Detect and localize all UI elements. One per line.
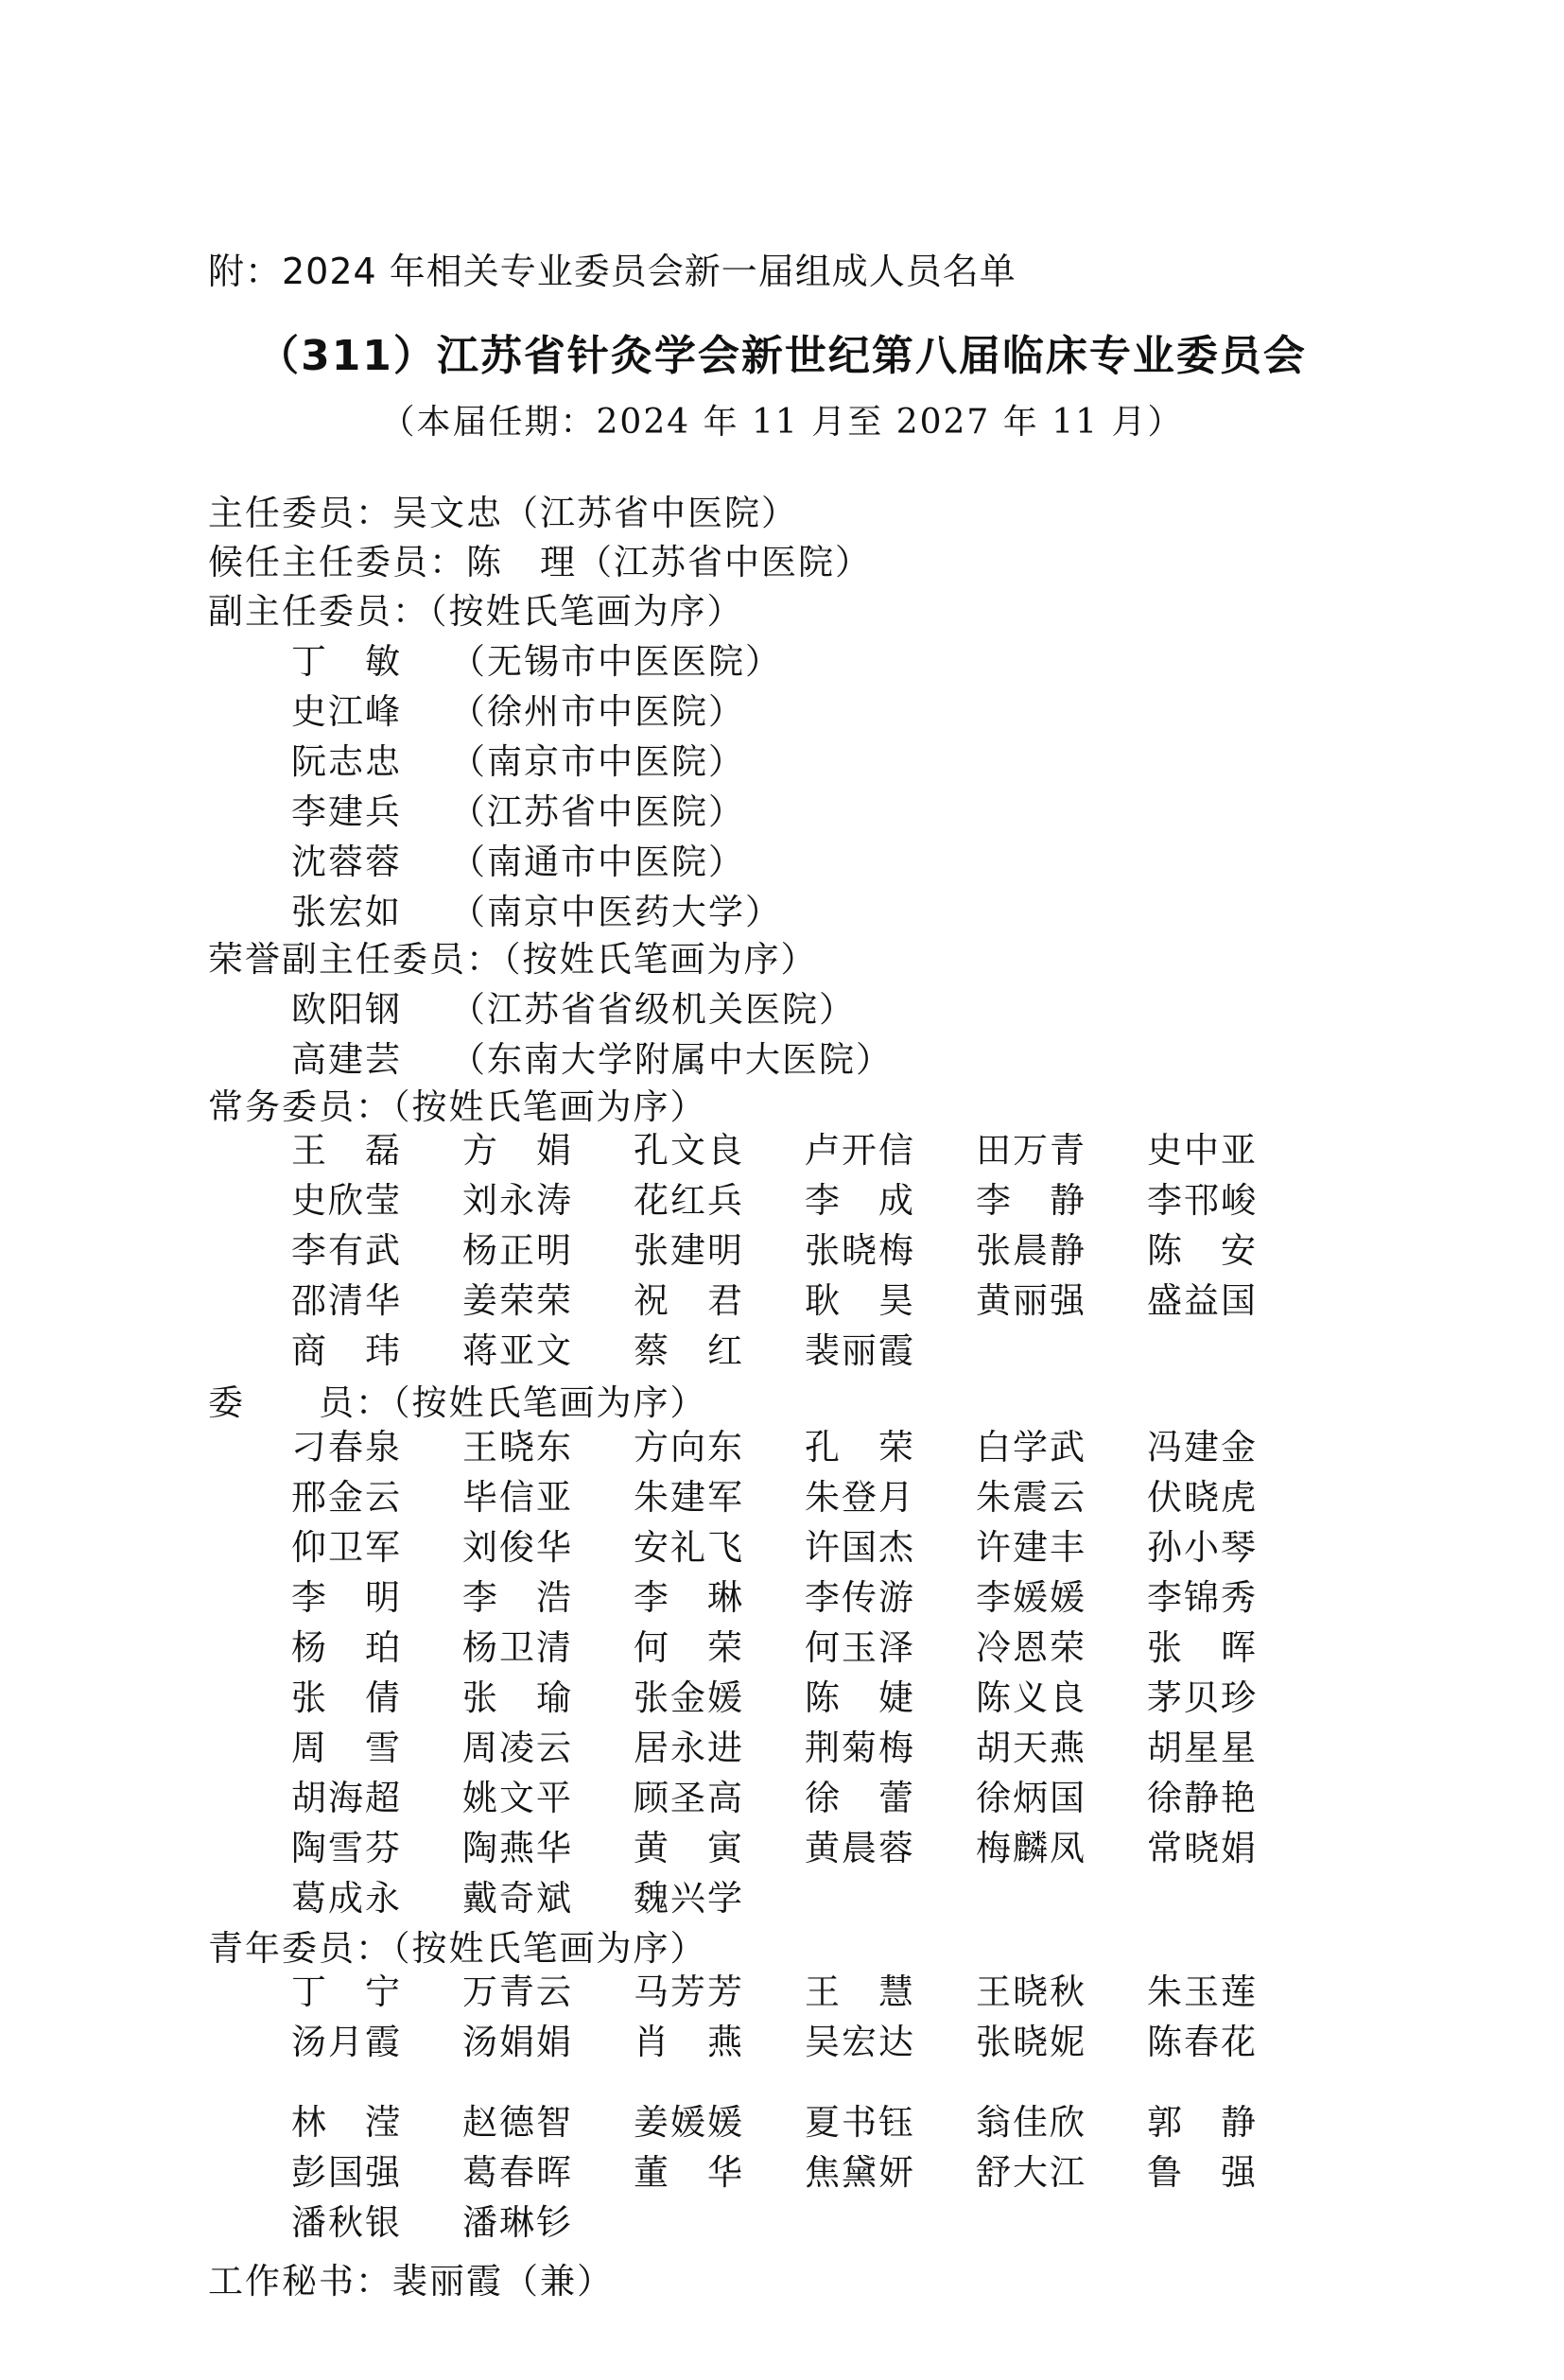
member-name: 郭 静 <box>1147 2102 1258 2143</box>
member-name: 汤月霞 <box>291 2022 402 2062</box>
member-name: 葛成永 <box>291 1878 402 1919</box>
member-name: 卢开信 <box>805 1130 915 1171</box>
attachment-heading: 附：2024 年相关专业委员会新一届组成人员名单 <box>208 251 1017 292</box>
person-name: 高建芸 <box>291 1039 402 1080</box>
member-name: 刘俊华 <box>462 1527 573 1568</box>
member-name: 徐 蕾 <box>805 1778 915 1818</box>
member-name: 商 玮 <box>291 1330 402 1371</box>
member-name: 王晓秋 <box>976 1972 1086 2012</box>
member-name: 居永进 <box>634 1728 744 1768</box>
vice-directors-heading <box>208 582 744 634</box>
vice-director-row <box>291 683 745 734</box>
member-name: 姚文平 <box>462 1778 573 1818</box>
person-name: 欧阳钢 <box>291 989 402 1030</box>
member-name: 杨卫清 <box>462 1627 573 1668</box>
youth-note: （按姓氏笔画为序） <box>392 1928 707 1969</box>
member-name: 李 静 <box>976 1180 1086 1221</box>
member-name: 陈义良 <box>976 1677 1086 1718</box>
person-org: （东南大学附属中大医院） <box>450 1039 893 1080</box>
member-name: 邵清华 <box>291 1280 402 1321</box>
member-name: 陶燕华 <box>462 1828 573 1868</box>
member-name: 张晓妮 <box>976 2022 1086 2062</box>
member-name: 陶雪芬 <box>291 1828 402 1868</box>
member-name: 史中亚 <box>1147 1130 1258 1171</box>
member-name: 胡天燕 <box>976 1728 1086 1768</box>
members-label: 委 员： <box>208 1382 392 1423</box>
person-org: （江苏省中医院） <box>450 791 745 832</box>
member-name: 张 倩 <box>291 1677 402 1718</box>
member-name: 陈春花 <box>1147 2022 1258 2062</box>
member-name: 张 瑜 <box>462 1677 573 1718</box>
person-org: （徐州市中医院） <box>450 691 745 732</box>
youth-members-grid-b <box>291 2093 1331 2244</box>
member-name: 舒大江 <box>976 2152 1086 2193</box>
member-name: 姜荣荣 <box>462 1280 573 1321</box>
member-name: 翁佳欣 <box>976 2102 1086 2143</box>
member-name: 潘秋银 <box>291 2202 402 2243</box>
member-name: 马芳芳 <box>634 1972 744 2012</box>
member-name: 董 华 <box>634 2152 744 2193</box>
member-name: 杨正明 <box>462 1230 573 1271</box>
member-name: 冷恩荣 <box>976 1627 1086 1668</box>
members-grid <box>291 1418 1331 1920</box>
member-name: 葛春晖 <box>462 2152 573 2193</box>
member-name: 徐静艳 <box>1147 1778 1258 1818</box>
member-name: 蔡 红 <box>634 1330 744 1371</box>
member-name: 张晨静 <box>976 1230 1086 1271</box>
honorary-row <box>291 1031 893 1082</box>
members-note: （按姓氏笔画为序） <box>392 1382 707 1423</box>
member-name: 夏书钰 <box>805 2102 915 2143</box>
person-org: （南京中医药大学） <box>450 892 782 932</box>
person-name: 李建兵 <box>291 791 402 832</box>
youth-label: 青年委员： <box>208 1928 392 1969</box>
member-name: 刘永涛 <box>462 1180 573 1221</box>
member-name: 荆菊梅 <box>805 1728 915 1768</box>
member-name: 祝 君 <box>634 1280 744 1321</box>
vice-director-row <box>291 633 782 684</box>
secretary-line <box>208 2252 614 2303</box>
member-name: 梅麟凤 <box>976 1828 1086 1868</box>
person-name: 沈蓉蓉 <box>291 842 402 882</box>
director-line <box>208 484 798 535</box>
member-name: 吴宏达 <box>805 2022 915 2062</box>
director-elect-line <box>208 533 872 584</box>
member-name: 焦黛妍 <box>805 2152 915 2193</box>
member-name: 朱登月 <box>805 1477 915 1518</box>
member-name: 李 明 <box>291 1577 402 1618</box>
member-name: 史欣莹 <box>291 1180 402 1221</box>
member-name: 邢金云 <box>291 1477 402 1518</box>
member-name: 彭国强 <box>291 2152 402 2193</box>
member-name: 万青云 <box>462 1972 573 2012</box>
honorary-row <box>291 981 856 1032</box>
vice-director-row <box>291 833 745 884</box>
member-name: 汤娟娟 <box>462 2022 573 2062</box>
member-name: 仰卫军 <box>291 1527 402 1568</box>
honorary-vice-directors-heading <box>208 930 818 982</box>
member-name: 黄 寅 <box>634 1828 744 1868</box>
member-name: 朱建军 <box>634 1477 744 1518</box>
vice-director-row <box>291 783 745 834</box>
member-name: 鲁 强 <box>1147 2152 1258 2193</box>
member-name: 刁春泉 <box>291 1427 402 1468</box>
person-name: 张宏如 <box>291 892 402 932</box>
member-name: 李有武 <box>291 1230 402 1271</box>
member-name: 许建丰 <box>976 1527 1086 1568</box>
member-name: 蒋亚文 <box>462 1330 573 1371</box>
member-name: 张 晖 <box>1147 1627 1258 1668</box>
member-name: 盛益国 <box>1147 1280 1258 1321</box>
vice-directors-label: 副主任委员： <box>208 591 429 632</box>
member-name: 李传游 <box>805 1577 915 1618</box>
member-name: 林 滢 <box>291 2102 402 2143</box>
member-name: 陈 安 <box>1147 1230 1258 1271</box>
member-name: 王 磊 <box>291 1130 402 1171</box>
member-name: 安礼飞 <box>634 1527 744 1568</box>
member-name: 王 慧 <box>805 1972 915 2012</box>
members-heading <box>208 1374 707 1425</box>
member-name: 孔 荣 <box>805 1427 915 1468</box>
member-name: 孔文良 <box>634 1130 744 1171</box>
member-name: 何 荣 <box>634 1627 744 1668</box>
member-name: 顾圣高 <box>634 1778 744 1818</box>
member-name: 赵德智 <box>462 2102 573 2143</box>
member-name: 裴丽霞 <box>805 1330 915 1371</box>
member-name: 朱震云 <box>976 1477 1086 1518</box>
member-name: 许国杰 <box>805 1527 915 1568</box>
member-name: 周 雪 <box>291 1728 402 1768</box>
member-name: 毕信亚 <box>462 1477 573 1518</box>
standing-note: （按姓氏笔画为序） <box>392 1086 707 1127</box>
member-name: 潘琳钐 <box>462 2202 573 2243</box>
member-name: 肖 燕 <box>634 2022 744 2062</box>
member-name: 徐炳国 <box>976 1778 1086 1818</box>
member-name: 李 琳 <box>634 1577 744 1618</box>
person-name: 丁 敏 <box>291 641 402 682</box>
member-name: 张晓梅 <box>805 1230 915 1271</box>
member-name: 白学武 <box>976 1427 1086 1468</box>
person-org: （江苏省省级机关医院） <box>450 989 856 1030</box>
term-period: （本届任期：2024 年 11 月至 2027 年 11 月） <box>380 403 1184 442</box>
vice-directors-note: （按姓氏笔画为序） <box>429 591 744 632</box>
member-name: 周凌云 <box>462 1728 573 1768</box>
member-name: 李 成 <box>805 1180 915 1221</box>
standing-members-grid <box>291 1121 1331 1372</box>
member-name: 李锦秀 <box>1147 1577 1258 1618</box>
member-name: 花红兵 <box>634 1180 744 1221</box>
member-name: 李邗峻 <box>1147 1180 1258 1221</box>
member-name: 丁 宁 <box>291 1972 402 2012</box>
member-name: 孙小琴 <box>1147 1527 1258 1568</box>
document-title: （311）江苏省针灸学会新世纪第八届临床专业委员会 <box>257 332 1307 380</box>
standing-label: 常务委员： <box>208 1086 392 1127</box>
member-name: 李媛媛 <box>976 1577 1086 1618</box>
person-org: （无锡市中医医院） <box>450 641 782 682</box>
honorary-label: 荣誉副主任委员： <box>208 939 503 980</box>
member-name: 黄晨蓉 <box>805 1828 915 1868</box>
member-name: 伏晓虎 <box>1147 1477 1258 1518</box>
member-name: 何玉泽 <box>805 1627 915 1668</box>
person-org: （南京市中医院） <box>450 741 745 782</box>
member-name: 李 浩 <box>462 1577 573 1618</box>
honorary-note: （按姓氏笔画为序） <box>503 939 818 980</box>
person-org: （南通市中医院） <box>450 842 745 882</box>
member-name: 朱玉莲 <box>1147 1972 1258 2012</box>
vice-director-row <box>291 733 745 784</box>
vice-director-row <box>291 883 782 934</box>
secretary-value: 裴丽霞（兼） <box>392 2261 614 2302</box>
person-name: 史江峰 <box>291 691 402 732</box>
person-name: 阮志忠 <box>291 741 402 782</box>
member-name: 姜媛媛 <box>634 2102 744 2143</box>
director-label: 主任委员： <box>208 493 392 533</box>
member-name: 胡星星 <box>1147 1728 1258 1768</box>
member-name: 胡海超 <box>291 1778 402 1818</box>
member-name: 戴奇斌 <box>462 1878 573 1919</box>
member-name: 常晓娟 <box>1147 1828 1258 1868</box>
youth-members-grid-a <box>291 1963 1331 2063</box>
member-name: 黄丽强 <box>976 1280 1086 1321</box>
secretary-label: 工作秘书： <box>208 2261 392 2302</box>
member-name: 耿 昊 <box>805 1280 915 1321</box>
member-name: 方 娟 <box>462 1130 573 1171</box>
director-elect-value: 陈 理（江苏省中医院） <box>466 542 872 582</box>
member-name: 田万青 <box>976 1130 1086 1171</box>
director-value: 吴文忠（江苏省中医院） <box>392 493 798 533</box>
member-name: 陈 婕 <box>805 1677 915 1718</box>
director-elect-label: 候任主任委员： <box>208 542 466 582</box>
member-name: 张建明 <box>634 1230 744 1271</box>
member-name: 冯建金 <box>1147 1427 1258 1468</box>
member-name: 茅贝珍 <box>1147 1677 1258 1718</box>
member-name: 张金媛 <box>634 1677 744 1718</box>
member-name: 方向东 <box>634 1427 744 1468</box>
member-name: 魏兴学 <box>634 1878 744 1919</box>
member-name: 王晓东 <box>462 1427 573 1468</box>
member-name: 杨 珀 <box>291 1627 402 1668</box>
